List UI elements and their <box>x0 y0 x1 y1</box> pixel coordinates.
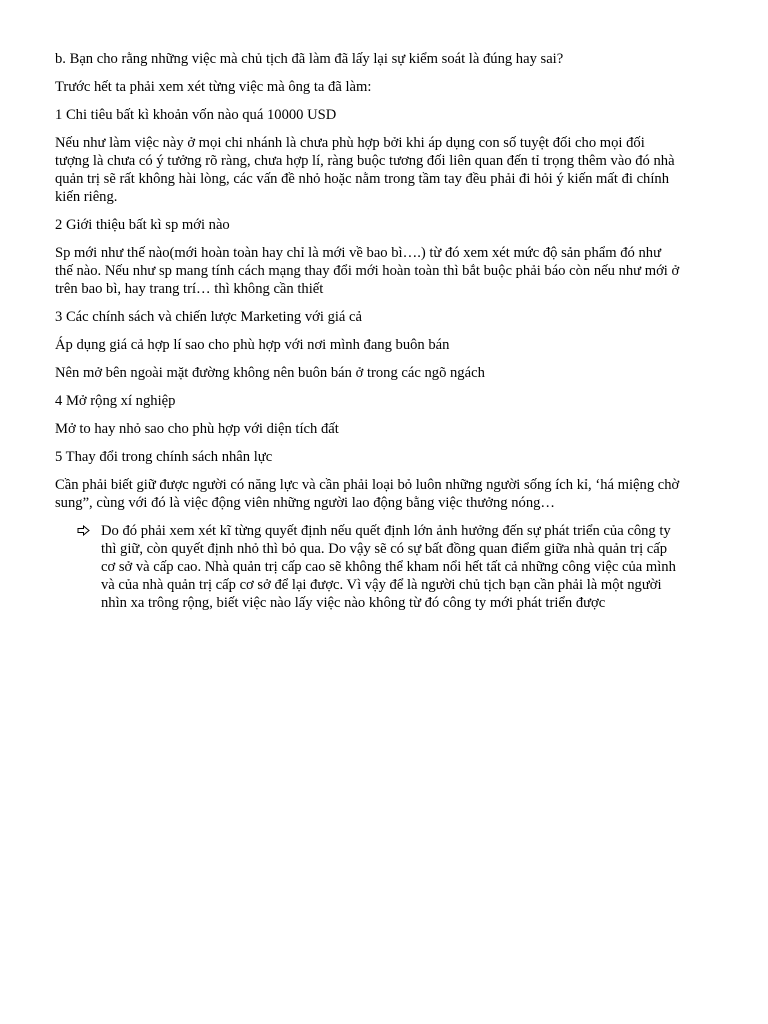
item-3-body-1: Áp dụng giá cả hợp lí sao cho phù hợp với nơi mình đang buôn bán <box>55 337 450 353</box>
item-2-heading: 2 Giới thiệu bất kì sp mới nào <box>55 217 230 233</box>
conclusion-text: Do đó phải xem xét kĩ từng quyết định nếu quết định lớn ảnh hưởng đến sự phát triển của công ty thì giữ, còn quyết định nhỏ thì bỏ qua. Do vậy sẽ có sự bất đồng quan điểm giữa nhà quản trị cấp cơ sở và cấp cao. Nhà quản trị cấp cao sẽ không thể kham nổi hết tất cả những công việc của mình và của nhà quản trị cấp cơ sở để lại được. Vì vậy để là người chủ tịch bạn cần phải là một người nhìn xa trông rộng, biết việc nào lấy việc nào không từ đó công ty mới phát triển được <box>101 523 676 611</box>
item-4-body: Mở to hay nhỏ sao cho phù hợp với diện tích đất <box>55 421 339 437</box>
item-4-heading: 4 Mở rộng xí nghiệp <box>55 393 176 409</box>
conclusion-bullet <box>77 522 680 612</box>
question-heading: b. Bạn cho rằng những việc mà chủ tịch đã làm đã lấy lại sự kiểm soát là đúng hay sai? <box>55 51 564 67</box>
item-1-body: Nếu như làm việc này ở mọi chi nhánh là chưa phù hợp bởi khi áp dụng con số tuyệt đối cho mọi đối tượng là chưa có ý tưởng rõ ràng, chưa hợp lí, ràng buộc tương đối liên quan đến tỉ trọng thêm vào đó nhà quản trị sẽ rất không hài lòng, các vấn đề nhỏ hoặc nằm trong tầm tay đều phải đi hỏi ý kiến mất đi chính kiến riêng. <box>55 135 675 205</box>
item-5-heading: 5 Thay đổi trong chính sách nhân lực <box>55 449 273 465</box>
item-1-heading: 1 Chi tiêu bất kì khoản vốn nào quá 10000 USD <box>55 107 337 123</box>
document-page <box>55 50 680 622</box>
intro-paragraph: Trước hết ta phải xem xét từng việc mà ông ta đã làm: <box>55 79 372 95</box>
item-2-body: Sp mới như thế nào(mới hoàn toàn hay chỉ là mới về bao bì….) từ đó xem xét mức độ sản phẩm đó như thế nào. Nếu như sp mang tính cách mạng thay đổi mới hoàn toàn thì bắt buộc phải báo còn nếu như mới ở trên bao bì, hay trang trí… thì không cần thiết <box>55 245 680 297</box>
item-3-heading: 3 Các chính sách và chiến lược Marketing với giá cả <box>55 309 363 325</box>
item-5-body: Cần phải biết giữ được người có năng lực và cần phải loại bỏ luôn những người sống ích kỉ, ‘há miệng chờ sung”, cùng với đó là việc động viên những người lao động bằng việc thưởng nóng… <box>55 477 680 511</box>
item-3-body-2: Nên mở bên ngoài mặt đường không nên buôn bán ở trong các ngõ ngách <box>55 365 485 381</box>
hollow-arrow-icon <box>77 522 101 612</box>
